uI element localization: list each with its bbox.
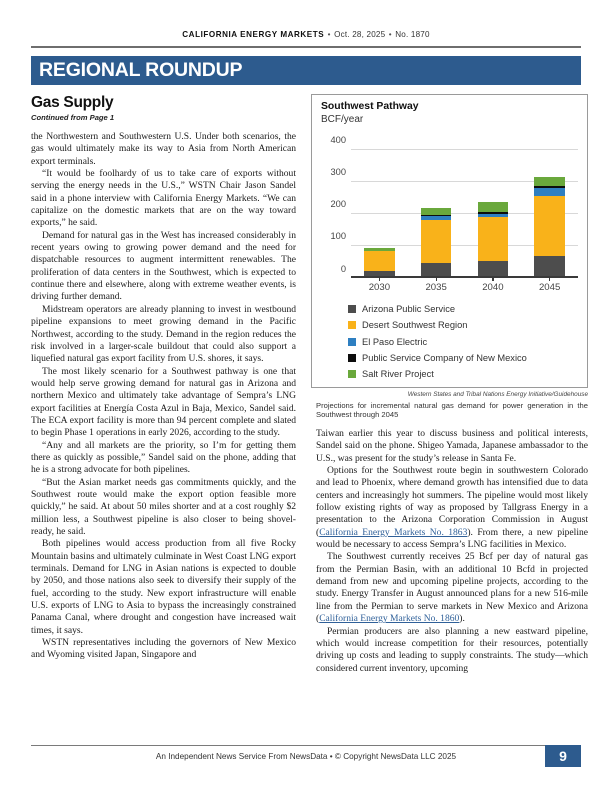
paragraph-text: The Southwest currently receives 25 Bcf per day of natural gas from the Permian Basin, with an additional 10 Bcfd in projected demand from new and upcoming pipeline projects, according to the study. Energy Transfer in August announced plans for a new 516-mile line from the Permian to serve markets in New Mexico and Arizona (	[316, 551, 588, 625]
x-axis-tick-label: 2035	[425, 282, 447, 294]
paragraph: Midstream operators are already planning to invest in westbound pipeline expansions to meet growing demand in the Pacific Northwest, according to the study. Demand in the region reduces the risk involved in a larger-scale buildout that could also support a liquefied natural gas export facility from U.S. shores, it says.	[31, 303, 296, 365]
footer-text: An Independent News Service From NewsData • © Copyright NewsData LLC 2025	[155, 752, 457, 761]
x-axis-tick-label: 2040	[482, 282, 504, 294]
legend-label: Arizona Public Service	[362, 304, 456, 315]
chart-subtitle: BCF/year	[321, 113, 364, 125]
issue-date: Oct. 28, 2025	[334, 30, 386, 39]
legend-swatch-icon	[348, 305, 356, 313]
paragraph	[316, 551, 588, 625]
bar-segment[interactable]	[534, 196, 565, 256]
masthead	[0, 30, 612, 39]
chart-plot-area	[330, 135, 578, 294]
bar-stack[interactable]	[534, 177, 565, 276]
bar-segment[interactable]	[364, 251, 395, 270]
x-axis-line	[351, 276, 578, 278]
bar-segment[interactable]	[478, 217, 509, 261]
paragraph: “It would be foolhardy of us to take care of exports without serving the energy needs in the U.S.,” WSTN Chair Jason Sandel said in a phone interview with California Energy Markets. “We can capitalize on the domestic markets that are on the way toward exports,” he said.	[31, 168, 296, 229]
legend-item[interactable]	[348, 366, 579, 382]
paragraph: Taiwan earlier this year to discuss business and political interests, Sandel said on the phone. Shigeo Yamada, Japanese ambassador to the U.S., was present for the study’s release in Santa Fe.	[316, 428, 588, 464]
legend-item[interactable]	[348, 334, 579, 350]
right-column	[316, 428, 588, 675]
legend-label: Desert Southwest Region	[362, 320, 468, 331]
bar-segment[interactable]	[421, 220, 452, 264]
chart-legend	[348, 301, 579, 382]
x-axis-tick-label: 2030	[368, 282, 391, 294]
footer-divider	[31, 745, 581, 746]
legend-item[interactable]	[348, 350, 579, 366]
bar-segment[interactable]	[534, 188, 565, 196]
paragraph: the Northwestern and Southwestern U.S. Under both scenarios, the gas would ultimately make its way to Asia from North American export terminals.	[31, 131, 296, 167]
legend-swatch-icon	[348, 370, 356, 378]
y-axis-tick-label: 0	[340, 263, 346, 274]
y-axis-tick-label: 300	[330, 167, 346, 178]
paragraph: Permian producers are also planning a new eastward pipeline, which would increase competition for their resources, potentially driving up costs and leading to supply constraints. The study—which considered current inventory, upcoming	[316, 625, 588, 674]
cross-reference-link[interactable]: California Energy Markets No. 1863	[319, 526, 468, 538]
legend-item[interactable]	[348, 301, 579, 317]
y-axis-tick-label: 200	[330, 199, 346, 210]
paragraph: The most likely scenario for a Southwest pathway is one that would help serve growing demand for natural gas in Arizona and northern Mexico and ultimately take advantage of Sempra’s LNG export facilities at Energía Costa Azul in Baja, Mexico, Sandel said. The ECA export facility is more than 94 percent complete and slated to begin Phase 1 operations in early 2026, according to the study.	[31, 365, 296, 439]
legend-label: Salt River Project	[362, 369, 434, 380]
x-axis-tick	[436, 276, 437, 281]
legend-item[interactable]	[348, 317, 579, 333]
paragraph-text: ). From there, a new pipeline would be necessary to access Sempra’s LNG facilities in Mexico.	[316, 526, 588, 551]
bar-stack[interactable]	[421, 208, 452, 276]
x-axis-tick	[549, 276, 550, 281]
publication-name: CALIFORNIA ENERGY MARKETS	[182, 30, 325, 39]
y-axis-tick-label: 400	[330, 135, 346, 146]
continued-from-label: Continued from Page 1	[31, 113, 115, 122]
bar-segment[interactable]	[534, 177, 565, 186]
gridline	[351, 149, 578, 150]
masthead-separator-1: •	[325, 30, 334, 39]
chart-plot	[321, 133, 580, 296]
x-axis-tick	[379, 276, 380, 281]
bar-stack[interactable]	[478, 202, 509, 277]
figure-credit: Western States and Tribal Nations Energy Initiative/Guidehouse	[407, 391, 588, 398]
bar-segment[interactable]	[534, 256, 565, 276]
paragraph: Both pipelines would access production from all five Rocky Mountain basins and ultimately culminate in West Coast LNG export terminals. Demand for LNG in Asian nations is expected to double by 2050, and those nations also seek to diversify their supply of the fuel, according to the study. New export infrastructure will enable U.S. exports of LNG to Asia to bypass the increasingly constrained Panama Canal, where drought and congestion have increased wait times, it says.	[31, 538, 296, 636]
issue-number: No. 1870	[395, 30, 430, 39]
chart-card	[311, 94, 588, 388]
y-axis-tick-label: 100	[330, 231, 346, 242]
bar-segment[interactable]	[421, 263, 452, 276]
legend-swatch-icon	[348, 338, 356, 346]
x-axis-tick-label: 2045	[538, 282, 561, 294]
paragraph: WSTN representatives including the governors of New Mexico and Wyoming visited Japan, Singapore and	[31, 637, 296, 661]
legend-label: El Paso Electric	[362, 336, 428, 347]
paragraph-text: Options for the Southwest route begin in southwestern Colorado and lead to Phoenix, where demand growth has intensified due to data centers and increasingly hot summers. The pipeline would most likely follow existing rights of way as proposed by Tallgrass Energy in a presentation to the Arizona Corporation Commission in August (	[316, 465, 588, 538]
legend-swatch-icon	[348, 321, 356, 329]
figure-caption-block	[316, 391, 588, 420]
legend-label: Public Service Company of New Mexico	[362, 353, 527, 364]
paragraph: “But the Asian market needs gas commitments quickly, and the Southwest route would make the export option feasible more quickly,” he said. At about 50 miles shorter and at a cost roughly $2 million less, a Southwest pipeline is also closer to being shovel-ready, he said.	[31, 476, 296, 537]
left-column	[31, 94, 296, 662]
bar-segment[interactable]	[478, 202, 509, 212]
page-number: 9	[545, 745, 581, 767]
paragraph-text: ).	[459, 613, 465, 625]
chart-title: Southwest Pathway	[321, 101, 419, 112]
legend-swatch-icon	[348, 354, 356, 362]
cross-reference-link[interactable]: California Energy Markets No. 1860	[319, 613, 460, 625]
paragraph: Demand for natural gas in the West has increased considerably in recent years owing to growing power demand and the need for dispatchable resources to augment intermittent renewables. The proliferation of data centers in the Southwest, which is expected to continue there and elsewhere, along with extreme weather events, is driving further demand.	[31, 229, 296, 303]
bar-stack[interactable]	[364, 248, 395, 276]
masthead-divider	[31, 46, 581, 48]
paragraph	[316, 465, 588, 551]
bar-segment[interactable]	[478, 261, 509, 277]
x-axis-tick	[492, 276, 493, 281]
paragraph: “Any and all markets are the priority, so I’m for getting them there as quickly as possible,” Sandel said on the phone, adding that he is a strong advocate for both pipelines.	[31, 439, 296, 476]
page-title: Gas Supply	[31, 94, 114, 111]
masthead-separator-2: •	[386, 30, 395, 39]
section-banner	[31, 56, 581, 85]
figure-caption: Projections for incremental natural gas demand for power generation in the Southwest through 2045	[316, 400, 588, 420]
section-title: REGIONAL ROUNDUP	[39, 59, 243, 81]
